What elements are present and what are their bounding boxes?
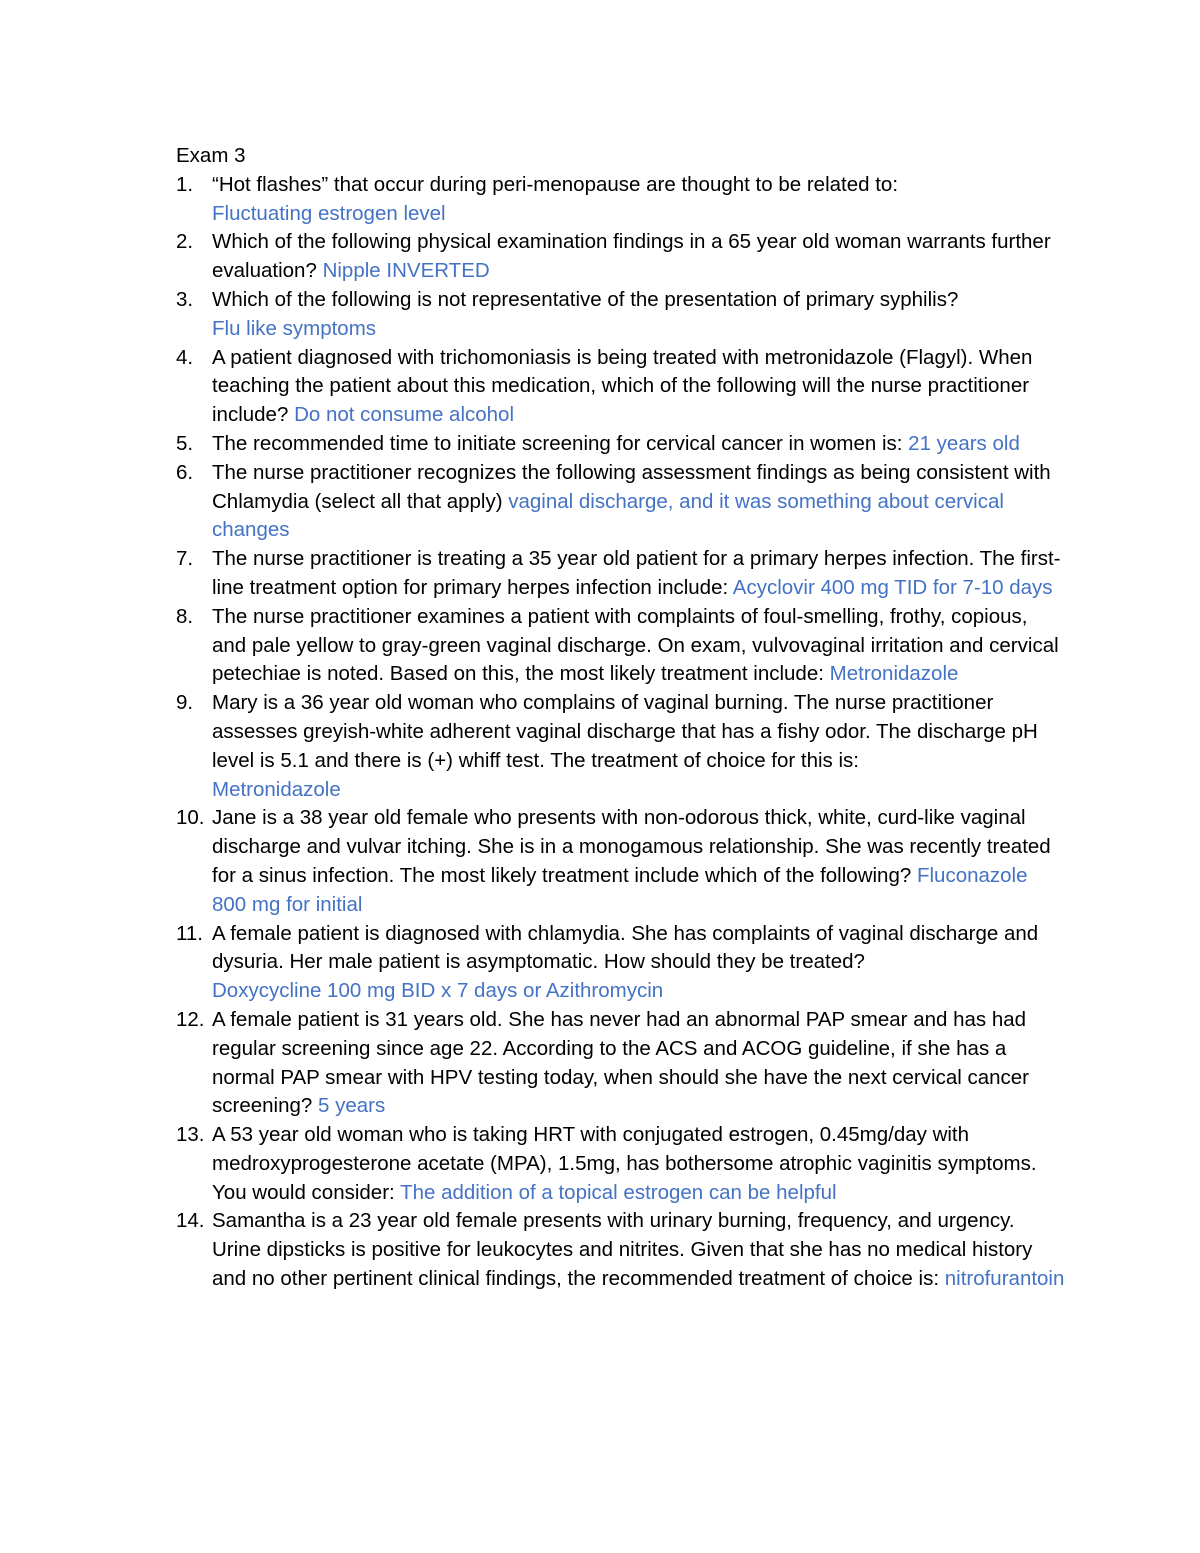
question-text: A patient diagnosed with trichomoniasis is being treated with metronidazole (Flagyl). When teaching the patient about this medication, which of the following will the nurse practitioner include? [212,345,1033,427]
question-text: Jane is a 38 year old female who presents with non-odorous thick, white, curd-like vaginal discharge and vulvar itching. She is in a monogamous relationship. She was recently treated for a sinus infection. The most likely treatment include which of the following? [212,806,1051,887]
question-item [176,1006,1066,1121]
question-text: A female patient is diagnosed with chlamydia. She has complaints of vaginal discharge and dysuria. Her male patient is asymptomatic. How should they be treated? [212,921,1039,974]
question-number: 4. [176,345,194,369]
question-text: A 53 year old woman who is taking HRT with conjugated estrogen, 0.45mg/day with medroxyprogesterone acetate (MPA), 1.5mg, has bothersome atrophic vaginitis symptoms. You would consider: [212,1123,1037,1204]
question-text: Which of the following physical examination findings in a 65 year old woman warrants further evaluation? [212,230,1051,283]
question-item [176,430,1066,459]
question-number: 3. [176,287,194,311]
question-text: The nurse practitioner is treating a 35 year old patient for a primary herpes infection. The first-line treatment option for primary herpes infection include: [212,547,1061,599]
question-number: 2. [176,230,194,254]
question-number: 10. [176,806,205,830]
question-item [176,286,1066,344]
question-number: 14. [176,1209,205,1233]
question-text: Samantha is a 23 year old female presents with urinary burning, frequency, and urgency. Urine dipsticks is positive for leukocytes and nitrites. Given that she has no medical history and no other pertinent clinical findings, the recommended treatment of choice is: [212,1209,1033,1291]
question-text: “Hot flashes” that occur during peri-menopause are thought to be related to: [212,172,899,196]
question-item [176,459,1066,545]
question-text: Mary is a 36 year old woman who complains of vaginal burning. The nurse practitioner assesses greyish-white adherent vaginal discharge that has a fishy odor. The discharge pH level is 5.1 and there is (+) whiff test. The treatment of choice for this is: [212,691,1038,772]
question-list [176,171,1066,1294]
question-item [176,171,1066,229]
question-item [176,689,1066,804]
question-text: A female patient is 31 years old. She has never had an abnormal PAP smear and has had regular screening since age 22. According to the ACS and ACOG guideline, if she has a normal PAP smear with HPV testing today, when should she have the next cervical cancer screening? [212,1007,1029,1118]
question-item [176,603,1066,689]
question-number: 5. [176,431,194,455]
question-number: 8. [176,604,194,628]
question-text: The nurse practitioner examines a patient with complaints of foul-smelling, frothy, copious, and pale yellow to gray-green vaginal discharge. On exam, vulvovaginal irritation and cervical petechiae is noted. Based on this, the most likely treatment include: [212,604,1059,686]
question-number: 9. [176,691,194,715]
question-text: The nurse practitioner recognizes the following assessment findings as being consistent with Chlamydia (select all that apply) [212,460,1051,513]
answer-text: The addition of a topical estrogen can be helpful [400,1180,837,1204]
answer-text: Acyclovir 400 mg TID for 7-10 days [732,575,1053,599]
question-item [176,1207,1066,1293]
answer-text: Fluctuating estrogen level [212,201,446,225]
answer-text: Doxycycline 100 mg BID x 7 days or Azithromycin [212,979,664,1003]
question-text: The recommended time to initiate screening for cervical cancer in women is: [212,431,903,455]
question-item [176,804,1066,919]
question-number: 6. [176,460,194,484]
question-number: 1. [176,172,194,196]
answer-text: Fluconazole 800 mg for initial [212,863,1028,916]
answer-text: Metronidazole [212,777,341,801]
question-number: 7. [176,547,194,571]
answer-text: Do not consume alcohol [294,403,515,427]
answer-text: vaginal discharge, and it was something about cervical changes [212,489,1004,542]
answer-text: 21 years old [908,431,1020,455]
answer-text: 5 years [318,1094,386,1118]
question-item [176,1121,1066,1207]
question-item [176,344,1066,430]
answer-text: Nipple INVERTED [322,259,490,283]
document-title: Exam 3 [176,144,246,167]
answer-text: Metronidazole [829,662,959,686]
question-number: 12. [176,1007,205,1031]
answer-text: nitrofurantoin [944,1267,1065,1291]
question-text: Which of the following is not representative of the presentation of primary syphilis? [212,287,959,311]
question-number: 11. [176,921,203,945]
answer-text: Flu like symptoms [212,316,377,340]
question-number: 13. [176,1123,205,1147]
document-content [176,142,1066,1294]
question-item [176,228,1066,286]
question-item [176,545,1066,603]
question-item [176,920,1066,1006]
